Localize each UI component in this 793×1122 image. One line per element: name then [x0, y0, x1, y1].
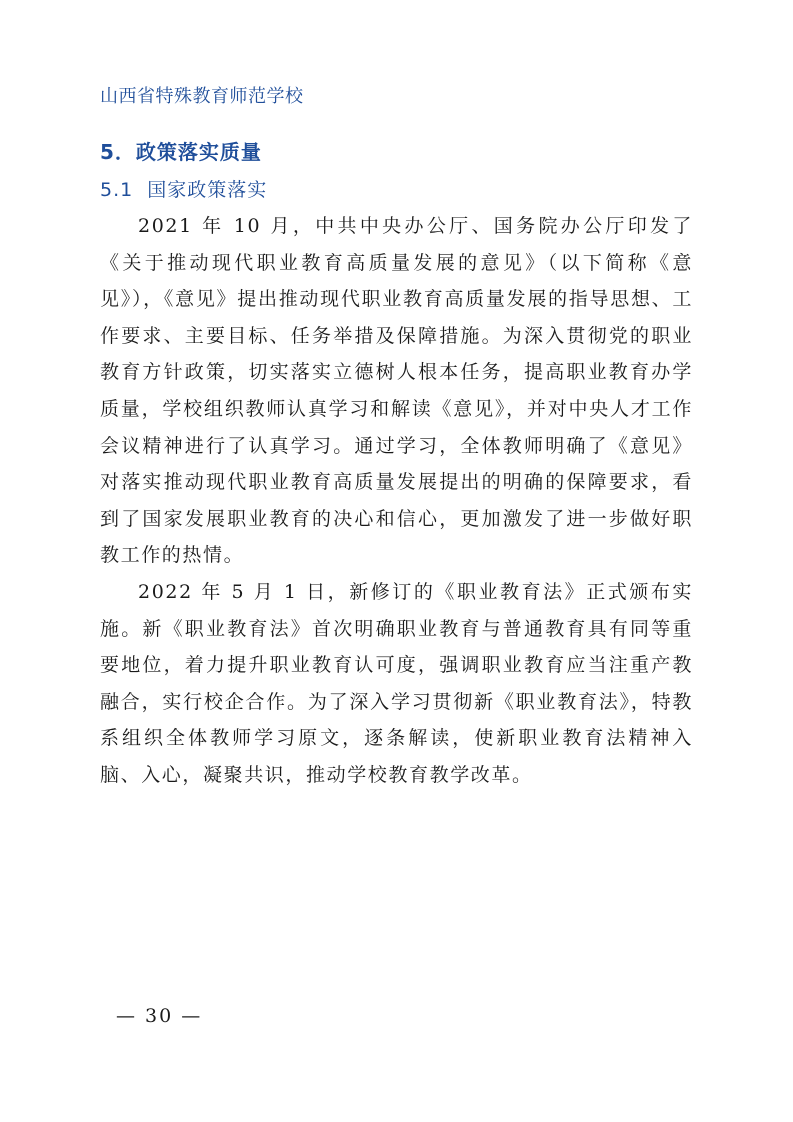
header-school-name: 山西省特殊教育师范学校: [100, 86, 304, 107]
page-number: — 30 —: [116, 1005, 203, 1027]
section-title: 5．政策落实质量: [100, 140, 262, 164]
subsection-title: 国家政策落实: [147, 179, 268, 201]
paragraph-2: 2022 年 5 月 1 日，新修订的《职业教育法》正式颁布实施。新《职业教育法》首次明确职业教育与普通教育具有同等重要地位，着力提升职业教育认可度，强调职业教育应当注重产教融合，实行校企合作。为了深入学习贯彻新《职业教育法》，特教系组织全体教师学习原文，逐条解读，使新职业教育法精神入脑、入心，凝聚共识，推动学校教育教学改革。: [100, 580, 693, 786]
subsection-heading: [100, 175, 267, 202]
paragraph-1: 2021 年 10 月，中共中央办公厅、国务院办公厅印发了《关于推动现代职业教育高质量发展的意见》（以下简称《意见》），《意见》提出推动现代职业教育高质量发展的指导思想、工作要求、主要目标、任务举措及保障措施。为深入贯彻党的职业教育方针政策，切实落实立德树人根本任务，提高职业教育办学质量，学校组织教师认真学习和解读《意见》，并对中央人才工作会议精神进行了认真学习。通过学习，全体教师明确了《意见》对落实推动现代职业教育高质量发展提出的明确的保障要求，看到了国家发展职业教育的决心和信心，更加激发了进一步做好职教工作的热情。: [100, 215, 693, 567]
body-text: [100, 208, 693, 794]
subsection-number: 5.1: [100, 179, 134, 201]
